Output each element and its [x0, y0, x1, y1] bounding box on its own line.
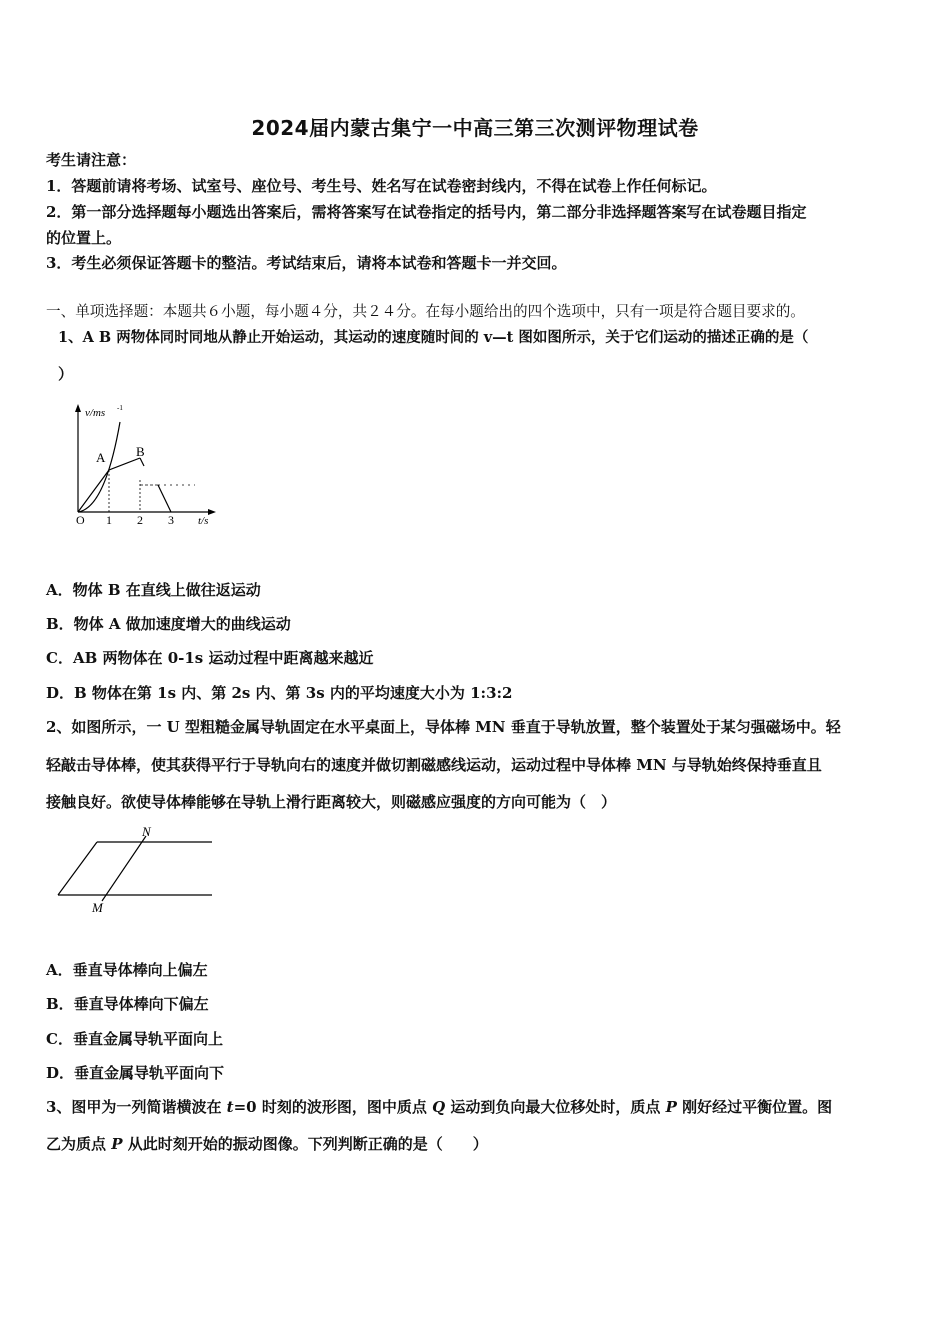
q3-text-a: 3、图甲为一列简谐横波在 — [46, 1098, 227, 1116]
line-b-decel — [158, 485, 171, 512]
q2-option-a[interactable]: A．垂直导体棒向上偏左 — [46, 961, 208, 979]
x-tick-2: 2 — [137, 513, 143, 527]
page-title: 2024届内蒙古集宁一中高三第三次测评物理试卷 — [251, 116, 699, 140]
label-n: N — [142, 824, 151, 839]
q3-var-q: Q — [432, 1098, 446, 1116]
curve-a — [78, 422, 120, 512]
q2-stem-line1: 2、如图所示，一 U 型粗糙金属导轨固定在水平桌面上，导体棒 MN 垂直于导轨放置，整个装置处于某匀强磁场中。轻 — [46, 718, 841, 736]
q1-option-b[interactable]: B．物体 A 做加速度增大的曲线运动 — [46, 615, 291, 633]
q3-text-e: 乙为质点 — [46, 1135, 112, 1153]
label-b: B — [136, 444, 145, 459]
x-tick-3: 3 — [168, 513, 174, 527]
origin-label: O — [76, 513, 85, 527]
q3-stem-line1 — [46, 1097, 832, 1117]
y-axis-label-sup: -1 — [117, 404, 123, 412]
q3-text-b: =0 时刻的波形图，图中质点 — [233, 1098, 433, 1116]
q1-stem-line1: 1、A B 两物体同时同地从静止开始运动，其运动的速度随时间的 v—t 图如图所示，关于它们运动的描述正确的是（ — [58, 329, 809, 346]
q3-text-f: 从此时刻开始的振动图像。下列判断正确的是（ ） — [122, 1135, 488, 1153]
q3-var-t: t — [226, 1098, 234, 1116]
rail-end — [58, 842, 97, 895]
q2-option-d[interactable]: D．垂直金属导轨平面向下 — [46, 1064, 225, 1082]
q3-text-d: 刚好经过平衡位置。图 — [676, 1098, 833, 1116]
q3-stem-line2 — [46, 1134, 488, 1154]
notice-heading: 考生请注意： — [46, 151, 137, 169]
q1-option-c[interactable]: C．AB 两物体在 0-1s 运动过程中距离越来越近 — [46, 649, 374, 667]
q1-option-d[interactable]: D．B 物体在第 1s 内、第 2s 内、第 3s 内的平均速度大小为 1:3:2 — [46, 684, 513, 702]
q3-text-c: 运动到负向最大位移处时，质点 — [445, 1098, 666, 1116]
q2-option-c[interactable]: C．垂直金属导轨平面向上 — [46, 1030, 223, 1048]
label-a: A — [96, 450, 106, 465]
q3-var-p2: P — [111, 1135, 123, 1153]
line-b-fall — [140, 458, 144, 466]
notice-item-2-cont: 的位置上。 — [46, 229, 122, 247]
q1-stem-line2: ） — [58, 365, 74, 383]
q1-vt-graph — [60, 400, 230, 535]
q2-option-b[interactable]: B．垂直导体棒向下偏左 — [46, 995, 209, 1013]
x-axis-label: t/s — [198, 515, 209, 527]
q1-option-a[interactable]: A．物体 B 在直线上做往返运动 — [46, 581, 261, 599]
label-m: M — [92, 900, 103, 915]
q2-stem-line3: 接触良好。欲使导体棒能够在导轨上滑行距离较大，则磁感应强度的方向可能为（ ） — [46, 793, 617, 811]
q3-var-p: P — [665, 1098, 677, 1116]
q2-stem-line2: 轻敲击导体棒，使其获得平行于导轨向右的速度并做切割磁感线运动，运动过程中导体棒 MN 与导轨始终保持垂直且 — [46, 756, 822, 774]
section-heading: 一、单项选择题：本题共６小题，每小题４分，共２４分。在每小题给出的四个选项中，只有一项是符合题目要求的。 — [46, 303, 805, 320]
q2-rail-diagram — [50, 822, 220, 917]
x-axis-arrow — [208, 509, 216, 515]
x-tick-1: 1 — [106, 513, 112, 527]
notice-item-2: 2．第一部分选择题每小题选出答案后，需将答案写在试卷指定的括号内，第二部分非选择题答案写在试卷题目指定 — [46, 203, 807, 221]
y-axis-label: v/ms — [85, 407, 106, 419]
notice-item-1: 1．答题前请将考场、试室号、座位号、考生号、姓名写在试卷密封线内，不得在试卷上作任何标记。 — [46, 177, 717, 195]
y-axis-arrow — [75, 404, 81, 412]
notice-item-3: 3．考生必须保证答题卡的整洁。考试结束后，请将本试卷和答题卡一并交回。 — [46, 254, 567, 272]
rod-mn — [102, 836, 146, 901]
